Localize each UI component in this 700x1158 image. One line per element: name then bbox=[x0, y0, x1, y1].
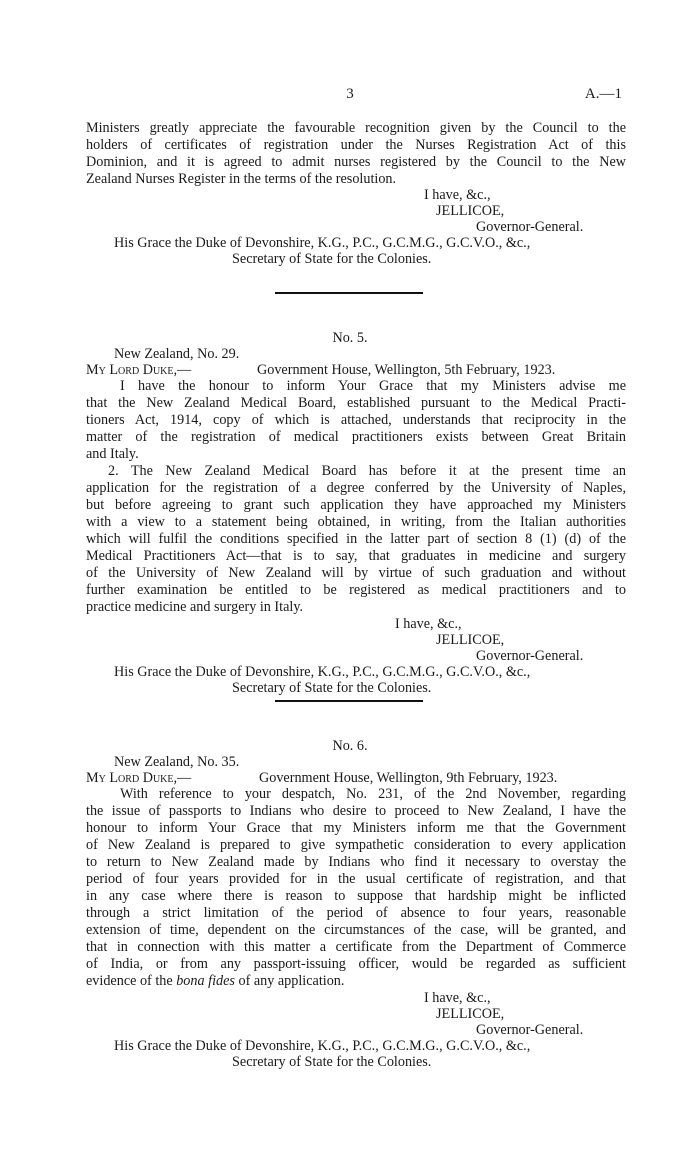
line-text: evidence of the bbox=[86, 973, 177, 989]
section-divider bbox=[275, 700, 423, 702]
paragraph-line: further examination be entitled to be registered as medical practitioners and to bbox=[86, 582, 626, 598]
despatch-reference: New Zealand, No. 35. bbox=[114, 754, 240, 770]
paragraph-line: in any case where there is reason to suppose that hardship might be inflicted bbox=[86, 888, 626, 904]
paragraph-line: the issue of passports to Indians who desire to proceed to New Zealand, I have the bbox=[86, 803, 626, 819]
addressee-role: Secretary of State for the Colonies. bbox=[232, 251, 432, 267]
paragraph-line: and Italy. bbox=[86, 446, 139, 462]
paragraph-line: but before agreeing to grant such application they have approached my Ministers bbox=[86, 497, 626, 513]
paragraph-line: 2. The New Zealand Medical Board has before it at the present time an bbox=[108, 463, 626, 479]
paragraph-line: honour to inform Your Grace that my Ministers inform me that the Government bbox=[86, 820, 626, 836]
document-reference: A.—1 bbox=[584, 86, 622, 102]
addressee-role: Secretary of State for the Colonies. bbox=[232, 680, 432, 696]
addressee: His Grace the Duke of Devonshire, K.G., P.C., G.C.M.G., G.C.V.O., &c., bbox=[114, 1038, 531, 1054]
signature: JELLICOE, bbox=[436, 1006, 505, 1022]
paragraph-line: I have the honour to inform Your Grace that my Ministers advise me bbox=[120, 378, 626, 394]
paragraph-line: Medical Practitioners Act—that is to say, that graduates in medicine and surgery bbox=[86, 548, 626, 564]
section-heading: No. 6. bbox=[332, 738, 368, 754]
closing-formula: I have, &c., bbox=[395, 616, 462, 632]
despatch-origin: Government House, Wellington, 9th February, 1923. bbox=[259, 770, 558, 786]
paragraph-line: that the New Zealand Medical Board, established pursuant to the Medical Practi- bbox=[86, 395, 626, 411]
paragraph-line: With reference to your despatch, No. 231, of the 2nd November, regarding bbox=[120, 786, 626, 802]
paragraph-line: of the University of New Zealand will by virtue of such graduation and without bbox=[86, 565, 626, 581]
paragraph-line: to return to New Zealand made by Indians who find it necessary to overstay the bbox=[86, 854, 626, 870]
paragraph-line: Zealand Nurses Register in the terms of the resolution. bbox=[86, 171, 397, 187]
despatch-origin: Government House, Wellington, 5th February, 1923. bbox=[257, 362, 556, 378]
page-number: 3 bbox=[346, 86, 354, 102]
section-heading: No. 5. bbox=[332, 330, 368, 346]
signature: JELLICOE, bbox=[436, 632, 505, 648]
paragraph-line: Ministers greatly appreciate the favourable recognition given by the Council to the bbox=[86, 120, 626, 136]
paragraph-line: with a view to a statement being obtained, in writing, from the Italian authorities bbox=[86, 514, 626, 530]
paragraph-1 bbox=[86, 786, 626, 990]
closing-formula: I have, &c., bbox=[424, 990, 491, 1006]
addressee: His Grace the Duke of Devonshire, K.G., P.C., G.C.M.G., G.C.V.O., &c., bbox=[114, 664, 531, 680]
line-text: of any application. bbox=[234, 973, 345, 989]
paragraph-line: tioners Act, 1914, copy of which is attached, understands that reciprocity in the bbox=[86, 412, 626, 428]
paragraph-1 bbox=[86, 378, 626, 463]
paragraph-line: Dominion, and it is agreed to admit nurses registered by the Council to the New bbox=[86, 154, 626, 170]
paragraph-line: holders of certificates of registration under the Nurses Registration Act of this bbox=[86, 137, 626, 153]
despatch-reference: New Zealand, No. 29. bbox=[114, 346, 240, 362]
signatory-title: Governor-General. bbox=[476, 1022, 584, 1038]
paragraph-line: of New Zealand is prepared to give sympathetic consideration to every application bbox=[86, 837, 626, 853]
addressee: His Grace the Duke of Devonshire, K.G., P.C., G.C.M.G., G.C.V.O., &c., bbox=[114, 235, 531, 251]
paragraph-line: period of four years provided for in the usual certificate of registration, and that bbox=[86, 871, 626, 887]
salutation: My Lord Duke,— bbox=[86, 770, 192, 786]
paragraph-line bbox=[86, 973, 626, 990]
paragraph-line: practice medicine and surgery in Italy. bbox=[86, 599, 304, 615]
paragraph-line: of India, or from any passport-issuing officer, would be regarded as sufficient bbox=[86, 956, 626, 972]
paragraph-line: that in connection with this matter a certificate from the Department of Commerce bbox=[86, 939, 626, 955]
closing-formula: I have, &c., bbox=[424, 187, 491, 203]
paragraph-line: which will fulfil the conditions specified in the latter part of section 8 (1) (d) of the bbox=[86, 531, 626, 547]
prev-section-paragraph bbox=[86, 120, 626, 188]
salutation: My Lord Duke,— bbox=[86, 362, 192, 378]
section-divider bbox=[275, 292, 423, 294]
paragraph-line: application for the registration of a degree conferred by the University of Naples, bbox=[86, 480, 626, 496]
paragraph-2 bbox=[86, 463, 626, 616]
paragraph-line: through a strict limitation of the period of absence to four years, reasonable bbox=[86, 905, 626, 921]
paragraph-line: extension of time, dependent on the circumstances of the case, will be granted, and bbox=[86, 922, 626, 938]
signatory-title: Governor-General. bbox=[476, 219, 584, 235]
addressee-role: Secretary of State for the Colonies. bbox=[232, 1054, 432, 1070]
paragraph-line: matter of the registration of medical practitioners exists between Great Britain bbox=[86, 429, 626, 445]
italic-term: bona fides bbox=[176, 973, 235, 989]
signature: JELLICOE, bbox=[436, 203, 505, 219]
signatory-title: Governor-General. bbox=[476, 648, 584, 664]
